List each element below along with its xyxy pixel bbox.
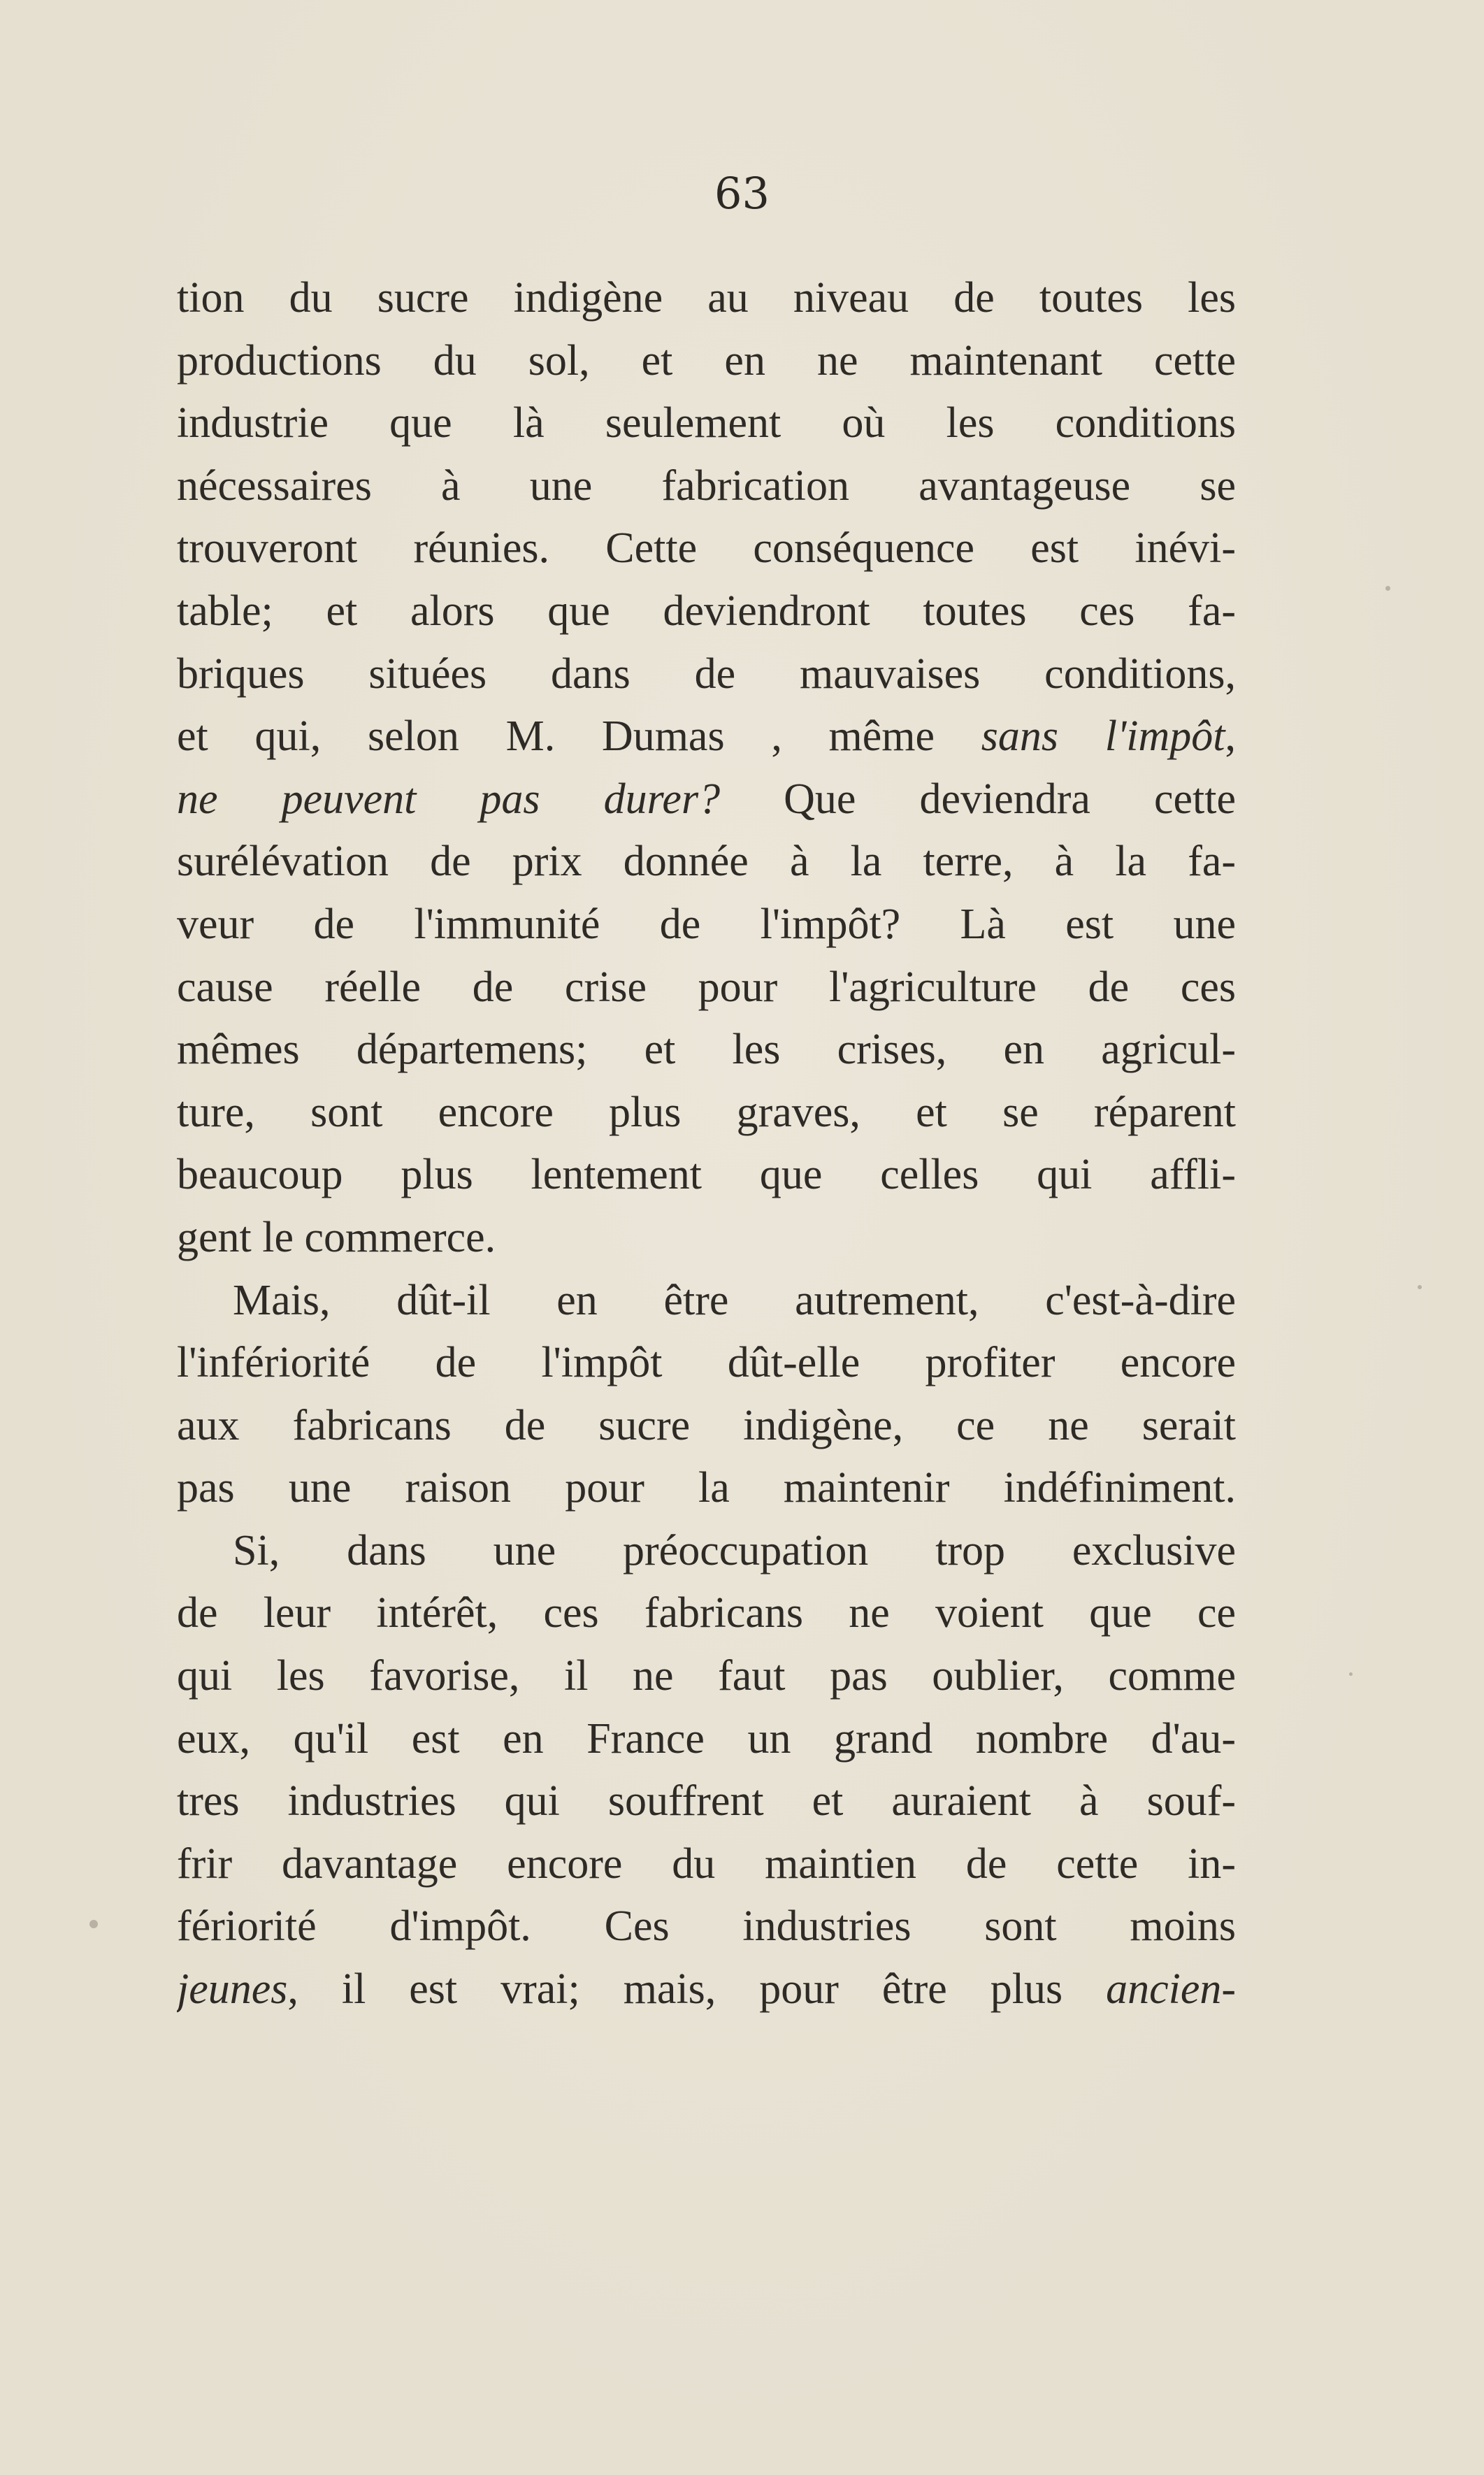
text-line: Si, dans une préoccupation trop exclusive xyxy=(233,1526,1236,1574)
body-text xyxy=(177,267,1236,2021)
italic-phrase: jeunes xyxy=(177,1965,288,2014)
italic-phrase: sans l'impôt xyxy=(981,712,1225,761)
text-line: veur de l'immunité de l'impôt? Là est une xyxy=(177,900,1236,948)
text-line: fériorité d'impôt. Ces industries sont moins xyxy=(177,1902,1236,1951)
paper-speck xyxy=(89,1920,98,1928)
text-line: l'infériorité de l'impôt dût-elle profiter encore xyxy=(177,1339,1236,1387)
text-line: pas une raison pour la maintenir indéfiniment. xyxy=(177,1464,1236,1512)
text-line: et qui, selon M. Dumas , même sans l'impôt, xyxy=(177,712,1236,761)
paper-speck xyxy=(1418,1285,1422,1289)
text-line: ture, sont encore plus graves, et se réparent xyxy=(177,1088,1236,1136)
text-line: eux, qu'il est en France un grand nombre d'au- xyxy=(177,1714,1236,1763)
text-line: gent le commerce. xyxy=(177,1213,496,1261)
text-line: table; et alors que deviendront toutes ces fa- xyxy=(177,587,1236,635)
paper-speck xyxy=(1349,1672,1353,1676)
page-number: 63 xyxy=(714,168,770,219)
text-line: beaucoup plus lentement que celles qui affli- xyxy=(177,1151,1236,1199)
text-line: nécessaires à une fabrication avantageuse se xyxy=(177,461,1236,510)
text-line: de leur intérêt, ces fabricans ne voient que ce xyxy=(177,1589,1236,1637)
text-line: briques situées dans de mauvaises conditions, xyxy=(177,650,1236,698)
text-line: tres industries qui souffrent et auraient à souf- xyxy=(177,1777,1236,1825)
text-line: mêmes départemens; et les crises, en agricul- xyxy=(177,1026,1236,1074)
text-line: trouveront réunies. Cette conséquence est inévi- xyxy=(177,524,1236,573)
italic-phrase: ancien- xyxy=(1106,1965,1236,2014)
text-line: Mais, dût-il en être autrement, c'est-à-dire xyxy=(233,1276,1236,1324)
text-line: ne peuvent pas durer? Que deviendra cette xyxy=(177,775,1236,823)
italic-phrase: ne peuvent pas durer? xyxy=(177,775,721,823)
text-line: cause réelle de crise pour l'agriculture de ces xyxy=(177,963,1236,1011)
text-line: aux fabricans de sucre indigène, ce ne serait xyxy=(177,1401,1236,1449)
text-line: industrie que là seulement où les conditions xyxy=(177,399,1236,447)
text-line: jeunes, il est vrai; mais, pour être plus ancien- xyxy=(177,1965,1236,2014)
text-line: qui les favorise, il ne faut pas oublier, comme xyxy=(177,1652,1236,1700)
paper-speck xyxy=(1385,586,1390,591)
text-line: tion du sucre indigène au niveau de toutes les xyxy=(177,274,1236,322)
text-line: frir davantage encore du maintien de cette in- xyxy=(177,1839,1236,1888)
text-line: surélévation de prix donnée à la terre, à la fa- xyxy=(177,838,1236,886)
text-line: productions du sol, et en ne maintenant cette xyxy=(177,336,1236,385)
